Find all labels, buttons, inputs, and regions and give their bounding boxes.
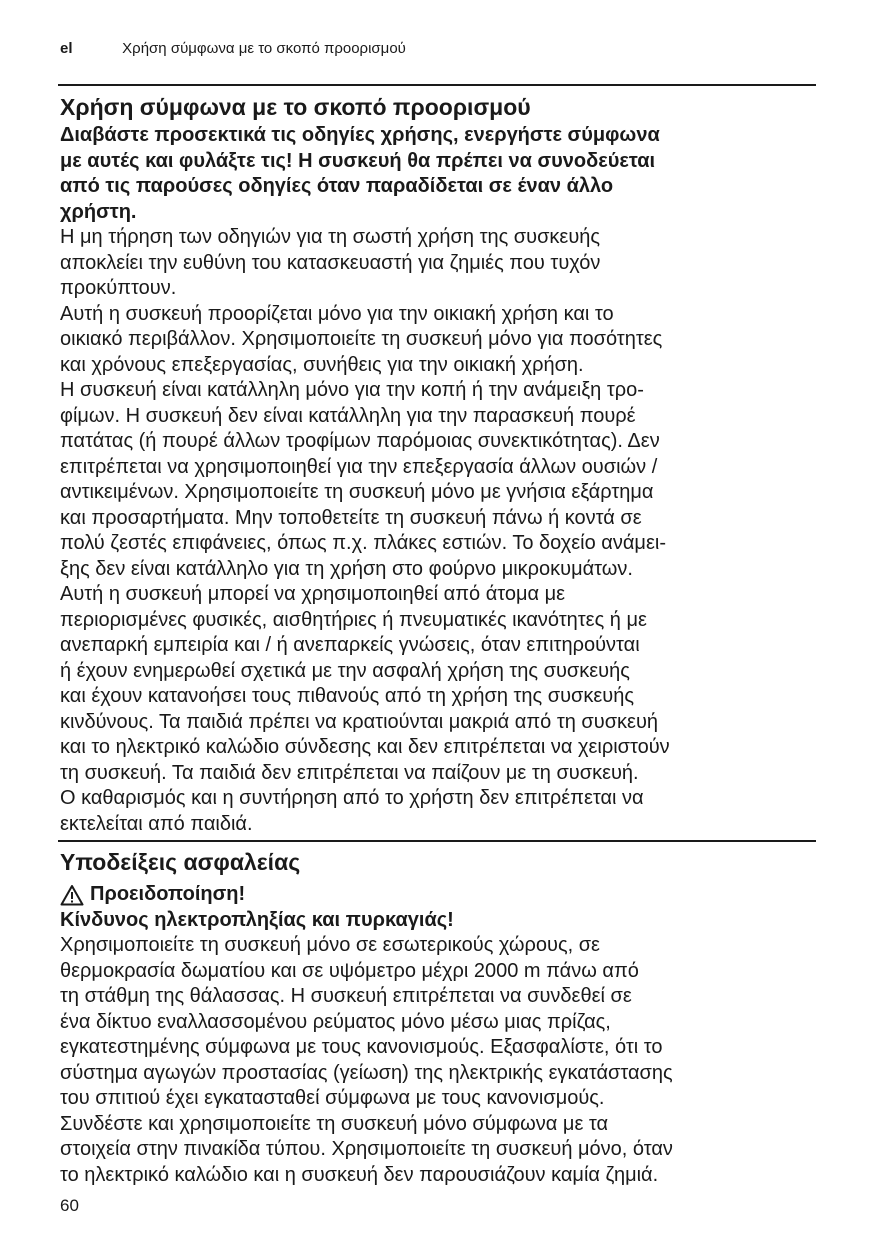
bold-line: Διαβάστε προσεκτικά τις οδηγίες χρήσης, ενεργήστε σύμφωνα [60, 124, 660, 146]
text-line: Χρησιμοποιείτε τη συσκευή μόνο σε εσωτερικούς χώρους, σε [60, 934, 600, 956]
text-line: Ο καθαρισμός και η συντήρηση από το χρήστη δεν επιτρέπεται να [60, 787, 644, 809]
text-line: του σπιτιού έχει εγκατασταθεί σύμφωνα με τους κανονισμούς. [60, 1087, 605, 1109]
text-line: Η μη τήρηση των οδηγιών για τη σωστή χρήση της συσκευής [60, 226, 601, 248]
text-line: και το ηλεκτρικό καλώδιο σύνδεσης και δεν επιτρέπεται να χειριστούν [60, 736, 670, 758]
section-title: Χρήση σύμφωνα με το σκοπό προορισμού [60, 94, 531, 120]
text-line: και προσαρτήματα. Μην τοποθετείτε τη συσκευή πάνω ή κοντά σε [60, 506, 642, 529]
page-header [60, 40, 406, 57]
text-line: Αυτή η συσκευή μπορεί να χρησιμοποιηθεί από άτομα με [60, 583, 566, 605]
text-line: εκτελείται από παιδιά. [60, 812, 253, 835]
text-line: το ηλεκτρικό καλώδιο και η συσκευή δεν παρουσιάζουν καμία ζημιά. [60, 1163, 659, 1186]
text-line: και χρόνους επεξεργασίας, συνήθεις για την οικιακή χρήση. [60, 353, 584, 376]
text-line: ξης δεν είναι κατάλληλο για τη χρήση στο φούρνο μικροκυμάτων. [60, 557, 633, 580]
text-line: αποκλείει την ευθύνη του κατασκευαστή για ζημιές που τυχόν [60, 251, 601, 274]
text-line: ένα δίκτυο εναλλασσομένου ρεύματος μόνο μέσω μιας πρίζας, [60, 1010, 611, 1033]
text-line: κινδύνους. Τα παιδιά πρέπει να κρατιούνται μακριά από τη συσκευή [60, 710, 659, 733]
running-title: Χρήση σύμφωνα με το σκοπό προορισμού [122, 40, 406, 57]
text-line: πατάτας (ή πουρέ άλλων τροφίμων παρόμοιας συνεκτικότητας). Δεν [60, 430, 660, 452]
text-line: θερμοκρασία δωματίου και σε υψόμετρο μέχρι 2000 m πάνω από [60, 959, 639, 982]
safety-text [60, 908, 820, 1189]
text-line: τη στάθμη της θάλασσας. Η συσκευή επιτρέπεται να συνδεθεί σε [60, 985, 632, 1007]
section-safety [60, 848, 820, 1188]
warning-triangle-icon [60, 884, 84, 906]
warning-heading [60, 882, 820, 908]
text-line: οικιακό περιβάλλον. Χρησιμοποιείτε τη συσκευή μόνο για ποσότητες [60, 328, 663, 350]
divider [58, 84, 816, 86]
text-line: ή έχουν ενημερωθεί σχετικά με την ασφαλή χρήση της συσκευής [60, 659, 630, 682]
body-text [60, 225, 820, 837]
text-line: πολύ ζεστές επιφάνειες, όπως π.χ. πλάκες εστιών. Το δοχείο ανάμει- [60, 532, 666, 554]
divider [58, 840, 816, 842]
bold-intro [60, 123, 820, 225]
bold-line: από τις παρούσες οδηγίες όταν παραδίδεται σε έναν άλλο [60, 175, 614, 197]
text-line: σύστημα αγωγών προστασίας (γείωση) της ηλεκτρικής εγκατάστασης [60, 1061, 673, 1084]
text-line: εγκατεστημένης σύμφωνα με τους κανονισμούς. Εξασφαλίστε, ότι το [60, 1036, 663, 1058]
text-line: Η συσκευή είναι κατάλληλη μόνο για την κοπή ή την ανάμειξη τρο- [60, 379, 644, 401]
text-line: ανεπαρκή εμπειρία και / ή ανεπαρκείς γνώσεις, όταν επιτηρούνται [60, 634, 640, 656]
warning-subtitle: Κίνδυνος ηλεκτροπληξίας και πυρκαγιάς! [60, 908, 454, 931]
text-line: στοιχεία στην πινακίδα τύπου. Χρησιμοποιείτε τη συσκευή μόνο, όταν [60, 1138, 673, 1160]
section-intended-use [60, 93, 820, 837]
bold-line: με αυτές και φυλάξτε τις! Η συσκευή θα πρέπει να συνοδεύεται [60, 149, 656, 172]
text-line: επιτρέπεται να χρησιμοποιηθεί για την επεξεργασία άλλων ουσιών / [60, 455, 658, 478]
text-line: προκύπτουν. [60, 277, 177, 299]
warning-title: Προειδοποίηση! [90, 883, 246, 905]
text-line: φίμων. Η συσκευή δεν είναι κατάλληλη για την παρασκευή πουρέ [60, 404, 636, 427]
text-line: Συνδέστε και χρησιμοποιείτε τη συσκευή μόνο σύμφωνα με τα [60, 1112, 609, 1135]
language-code: el [60, 40, 73, 57]
text-line: Αυτή η συσκευή προορίζεται μόνο για την οικιακή χρήση και το [60, 302, 614, 325]
section-title: Υποδείξεις ασφαλείας [60, 849, 301, 875]
text-line: περιορισμένες φυσικές, αισθητήριες ή πνευματικές ικανότητες ή με [60, 608, 647, 631]
text-line: τη συσκευή. Τα παιδιά δεν επιτρέπεται να παίζουν με τη συσκευή. [60, 761, 639, 784]
page-number: 60 [60, 1196, 79, 1215]
text-line: και έχουν κατανοήσει τους πιθανούς από τη χρήση της συσκευής [60, 685, 634, 707]
bold-line: χρήστη. [60, 200, 137, 223]
text-line: αντικειμένων. Χρησιμοποιείτε τη συσκευή μόνο με γνήσια εξάρτημα [60, 481, 654, 503]
